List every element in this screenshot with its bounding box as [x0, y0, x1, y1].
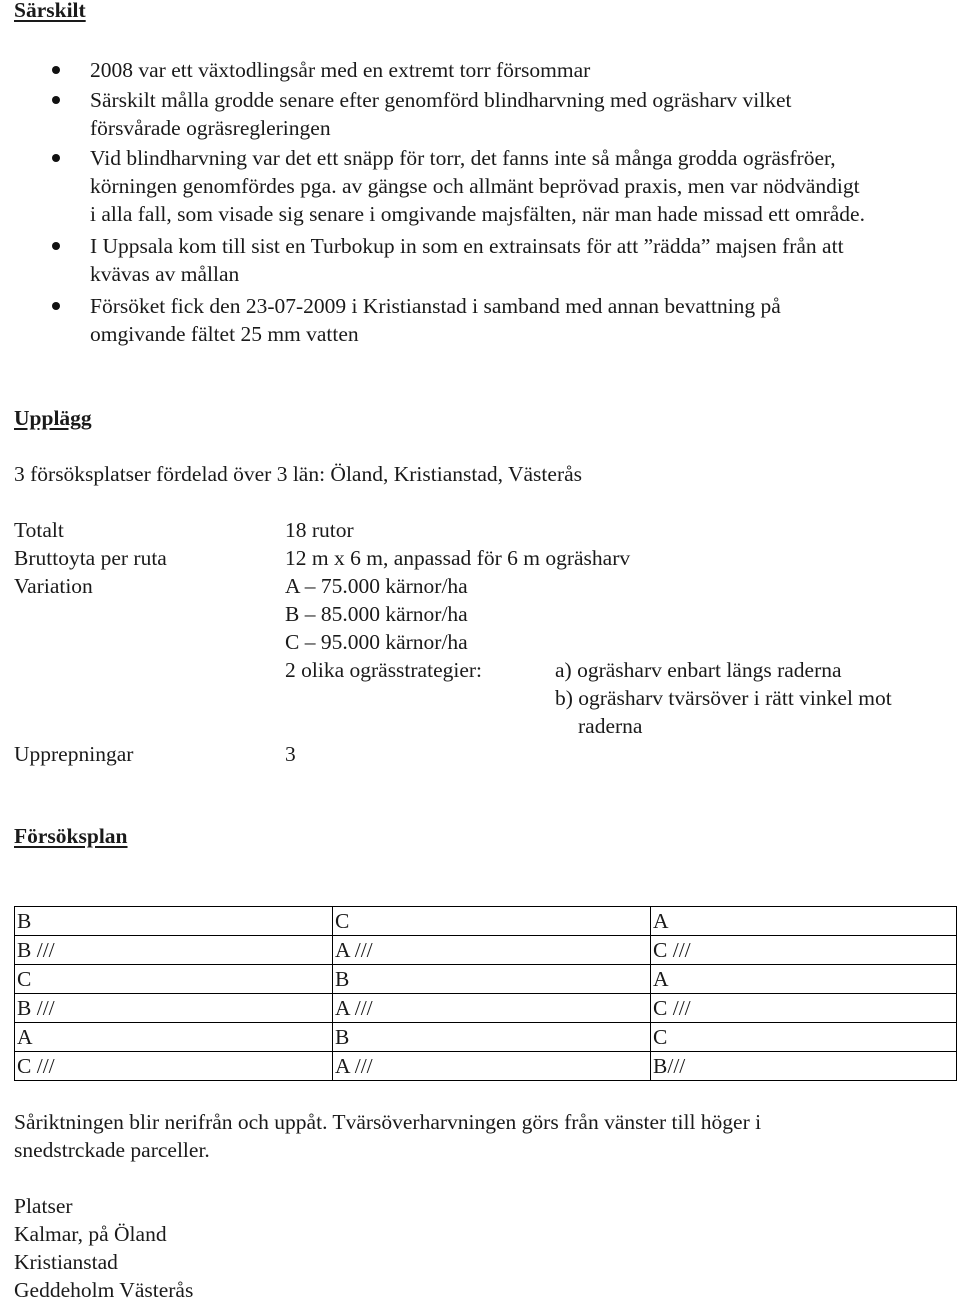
section-heading-sarskilt: Särskilt: [14, 0, 86, 22]
strategi-b-cont: raderna: [578, 714, 643, 738]
variation-value-c: C – 95.000 kärnor/ha: [285, 630, 468, 654]
table-row: [15, 907, 957, 936]
table-cell: B: [333, 965, 651, 994]
table-cell: C ///: [15, 1052, 333, 1081]
table-row: [15, 994, 957, 1023]
table-row: [15, 936, 957, 965]
table-cell: C: [651, 1023, 957, 1052]
section-heading-forsoksplan: Försöksplan: [14, 824, 128, 848]
list-item: I Uppsala kom till sist en Turbokup in som en extrainsats för att ”rädda” majsen från att kvävas av mållan: [90, 234, 844, 286]
bullet-dot: [52, 96, 60, 104]
strategi-a: a) ogräsharv enbart längs raderna: [555, 658, 842, 682]
list-item: Vid blindharvning var det ett snäpp för torr, det fanns inte så många grodda ogräsfröer, körningen genomfördes pga. av gängse och allmänt beprövad praxis, men var nödvändigt i alla fall, som visade sig senare i omgivande majsfälten, när man hade missad ett område.: [90, 146, 865, 226]
table-cell: B: [333, 1023, 651, 1052]
platser-item: Kristianstad: [14, 1250, 118, 1274]
bullet-dot: [52, 302, 60, 310]
upprepningar-label: Upprepningar: [14, 742, 134, 766]
table-cell: A ///: [333, 1052, 651, 1081]
forsoksplan-note-cont: snedstrckade parceller.: [14, 1138, 210, 1162]
table-row: [15, 1023, 957, 1052]
table-cell: A: [651, 965, 957, 994]
table-cell: C: [333, 907, 651, 936]
list-item: Särskilt målla grodde senare efter genomförd blindharvning med ogräsharv vilket försvårade ogräsregleringen: [90, 88, 792, 140]
variation-label: Variation: [14, 574, 93, 598]
table-cell: B: [15, 907, 333, 936]
upplagg-intro: 3 försöksplatser fördelad över 3 län: Öland, Kristianstad, Västerås: [14, 462, 583, 486]
strategi-b: b) ogräsharv tvärsöver i rätt vinkel mot: [555, 686, 892, 710]
upprepningar-value: 3: [285, 742, 296, 766]
table-cell: C ///: [651, 994, 957, 1023]
bullet-dot: [52, 242, 60, 250]
table-cell: B ///: [15, 994, 333, 1023]
forsoksplan-note: Såriktningen blir nerifrån och uppåt. Tvärsöverharvningen görs från vänster till höger i: [14, 1110, 762, 1134]
variation-value-b: B – 85.000 kärnor/ha: [285, 602, 468, 626]
platser-item: Kalmar, på Öland: [14, 1222, 167, 1246]
list-item: 2008 var ett växtodlingsår med en extremt torr försommar: [90, 58, 591, 82]
totalt-label: Totalt: [14, 518, 64, 542]
variation-value-a: A – 75.000 kärnor/ha: [285, 574, 468, 598]
table-cell: C: [15, 965, 333, 994]
list-item: Försöket fick den 23-07-2009 i Kristianstad i samband med annan bevattning på omgivande fältet 25 mm vatten: [90, 294, 781, 346]
totalt-value: 18 rutor: [285, 518, 354, 542]
table-row: [15, 1052, 957, 1081]
strategier-label: 2 olika ogrässtrategier:: [285, 658, 483, 682]
table-cell: A ///: [333, 994, 651, 1023]
table-row: [15, 965, 957, 994]
bullet-dot: [52, 154, 60, 162]
table-cell: B ///: [15, 936, 333, 965]
section-heading-upplagg: Upplägg: [14, 406, 92, 430]
forsoksplan-table: [14, 906, 957, 1081]
platser-heading: Platser: [14, 1194, 73, 1218]
table-cell: A ///: [333, 936, 651, 965]
bullet-dot: [52, 66, 60, 74]
table-cell: B///: [651, 1052, 957, 1081]
table-cell: C ///: [651, 936, 957, 965]
table-cell: A: [15, 1023, 333, 1052]
bruttoyta-value: 12 m x 6 m, anpassad för 6 m ogräsharv: [285, 546, 631, 570]
platser-item: Geddeholm Västerås: [14, 1278, 194, 1302]
bruttoyta-label: Bruttoyta per ruta: [14, 546, 167, 570]
table-cell: A: [651, 907, 957, 936]
